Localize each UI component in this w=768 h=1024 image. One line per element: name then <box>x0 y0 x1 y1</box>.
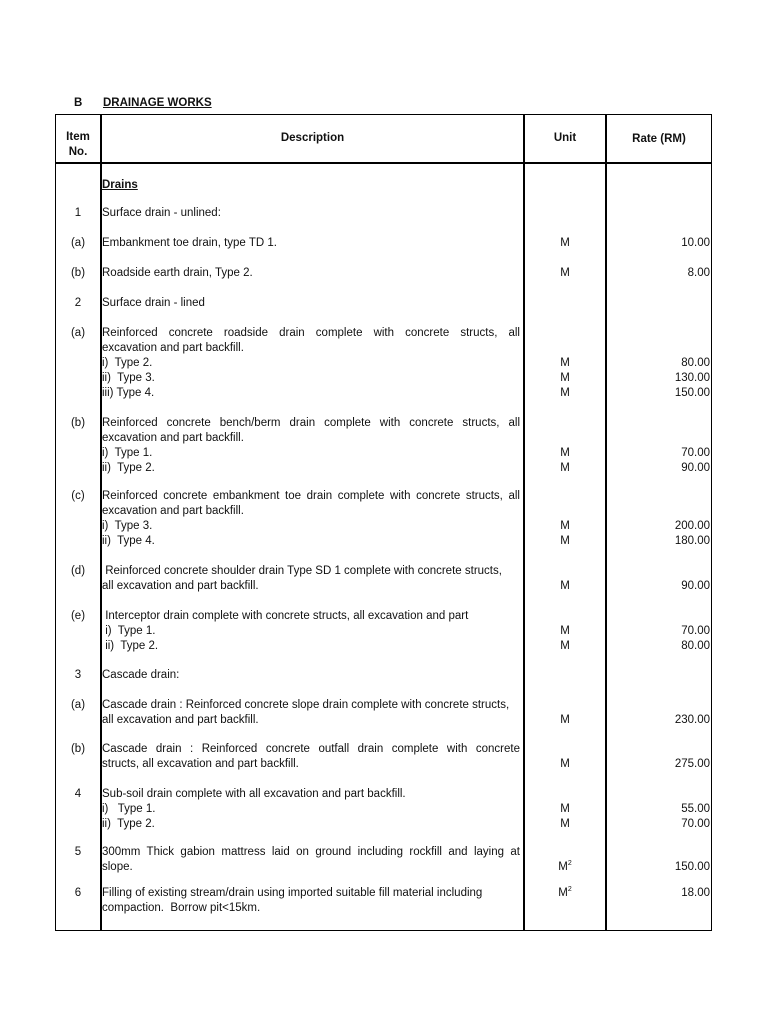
description-line: Interceptor drain complete with concrete structs, all excavation and part <box>102 610 469 622</box>
item-description <box>102 296 520 311</box>
description-line: slope. <box>102 861 133 873</box>
description-line: 300mm Thick gabion mattress laid on ground including rockfill and laying at <box>102 846 520 858</box>
description-line: ii) Type 2. <box>102 462 155 474</box>
rate-value: 10.00 <box>681 237 710 249</box>
description-line: ii) Type 4. <box>102 535 155 547</box>
item-number: 6 <box>74 887 82 899</box>
header-unit: Unit <box>553 132 577 144</box>
description-line: i) Type 1. <box>102 803 156 815</box>
description-line: Reinforced concrete bench/berm drain complete with concrete structs, all <box>102 417 520 429</box>
header-description: Description <box>280 132 345 144</box>
description-line: ii) Type 2. <box>102 640 159 652</box>
unit-value: M <box>560 758 570 770</box>
unit-value: M <box>560 462 570 474</box>
unit-value: $M^2$ <box>558 860 572 873</box>
description-line: compaction. Borrow pit<15km. <box>102 902 261 914</box>
description-line: i) Type 2. <box>102 357 153 369</box>
item-number: (c) <box>71 490 85 502</box>
rate-value: 18.00 <box>681 887 710 899</box>
item-number: (b) <box>70 743 86 755</box>
rate-value: 8.00 <box>687 267 710 279</box>
section-title: DRAINAGE WORKS <box>103 97 212 109</box>
unit-value: M <box>560 714 570 726</box>
description-line: Filling of existing stream/drain using imported suitable fill material including <box>102 887 483 899</box>
unit-value: M <box>560 625 570 637</box>
item-description <box>102 416 520 476</box>
unit-value: M <box>560 267 570 279</box>
unit-value: M <box>560 372 570 384</box>
description-line: iii) Type 4. <box>102 387 155 399</box>
description-line: Sub-soil drain complete with all excavation and part backfill. <box>102 788 406 800</box>
description-line: Roadside earth drain, Type 2. <box>102 267 253 279</box>
description-line: Embankment toe drain, type TD 1. <box>102 237 277 249</box>
section-heading <box>0 97 768 113</box>
item-number: (b) <box>70 417 86 429</box>
unit-value: M <box>560 818 570 830</box>
description-line: all excavation and part backfill. <box>102 580 259 592</box>
description-line: structs, all excavation and part backfill. <box>102 758 299 770</box>
item-number: (b) <box>70 267 86 279</box>
item-description <box>102 236 520 251</box>
item-number: (a) <box>70 699 86 711</box>
rate-value: 70.00 <box>681 447 710 459</box>
item-number: 4 <box>74 788 82 800</box>
item-description <box>102 266 520 281</box>
header-rate: Rate (RM) <box>632 133 686 145</box>
rate-value: 150.00 <box>674 861 710 873</box>
description-line: ii) Type 2. <box>102 818 155 830</box>
description-line: i) Type 1. <box>102 625 156 637</box>
rate-value: 130.00 <box>674 372 710 384</box>
description-line: Cascade drain : Reinforced concrete slope drain complete with concrete structs, <box>102 699 510 711</box>
item-description <box>102 564 520 594</box>
description-line: Cascade drain: <box>102 669 180 681</box>
item-number: 3 <box>74 669 82 681</box>
item-description <box>102 206 520 221</box>
rate-value: 90.00 <box>681 580 710 592</box>
rate-value: 230.00 <box>674 714 710 726</box>
section-letter: B <box>74 97 83 109</box>
unit-value: M <box>560 580 570 592</box>
description-line: Reinforced concrete embankment toe drain complete with concrete structs, all <box>102 490 520 502</box>
unit-value: M <box>560 803 570 815</box>
rate-value: 70.00 <box>681 625 710 637</box>
item-description <box>102 742 520 772</box>
unit-value: M <box>560 520 570 532</box>
item-number: (e) <box>70 610 86 622</box>
rates-table <box>55 114 712 931</box>
item-number: (a) <box>70 327 86 339</box>
rate-value: 70.00 <box>681 818 710 830</box>
rate-value: 180.00 <box>674 535 710 547</box>
item-description <box>102 845 520 875</box>
item-description <box>102 668 520 683</box>
description-line: all excavation and part backfill. <box>102 714 259 726</box>
item-description <box>102 698 520 728</box>
item-number: 5 <box>74 846 82 858</box>
item-description <box>102 886 520 916</box>
rate-value: 90.00 <box>681 462 710 474</box>
item-number: 2 <box>74 297 82 309</box>
header-item-no-line1: Item <box>66 131 90 143</box>
item-number: (d) <box>70 565 86 577</box>
description-line: excavation and part backfill. <box>102 432 244 444</box>
rate-value: 200.00 <box>674 520 710 532</box>
unit-value: M <box>560 237 570 249</box>
item-number: 1 <box>74 207 82 219</box>
description-line: Cascade drain : Reinforced concrete outfall drain complete with concrete <box>102 743 520 755</box>
description-line: excavation and part backfill. <box>102 505 244 517</box>
subheading-drains: Drains <box>102 179 138 191</box>
description-line: Surface drain - unlined: <box>102 207 221 219</box>
unit-value: M <box>560 535 570 547</box>
unit-value: $M^2$ <box>558 886 572 899</box>
description-line: excavation and part backfill. <box>102 342 244 354</box>
item-description <box>102 787 520 832</box>
description-line: Reinforced concrete roadside drain complete with concrete structs, all <box>102 327 520 339</box>
header-item-no-line2: No. <box>68 146 88 158</box>
rate-value: 55.00 <box>681 803 710 815</box>
item-description <box>102 609 520 654</box>
header-divider <box>56 162 711 164</box>
rate-value: 275.00 <box>674 758 710 770</box>
item-number: (a) <box>70 237 86 249</box>
header-item-no <box>56 130 100 160</box>
description-line: Surface drain - lined <box>102 297 205 309</box>
unit-value: M <box>560 357 570 369</box>
rate-value: 150.00 <box>674 387 710 399</box>
description-line: i) Type 3. <box>102 520 153 532</box>
item-description <box>102 489 520 549</box>
description-line: Reinforced concrete shoulder drain Type SD 1 complete with concrete structs, <box>102 565 502 577</box>
rate-value: 80.00 <box>681 640 710 652</box>
description-line: ii) Type 3. <box>102 372 155 384</box>
unit-value: M <box>560 387 570 399</box>
unit-value: M <box>560 447 570 459</box>
description-line: i) Type 1. <box>102 447 153 459</box>
item-description <box>102 326 520 401</box>
rate-value: 80.00 <box>681 357 710 369</box>
unit-value: M <box>560 640 570 652</box>
